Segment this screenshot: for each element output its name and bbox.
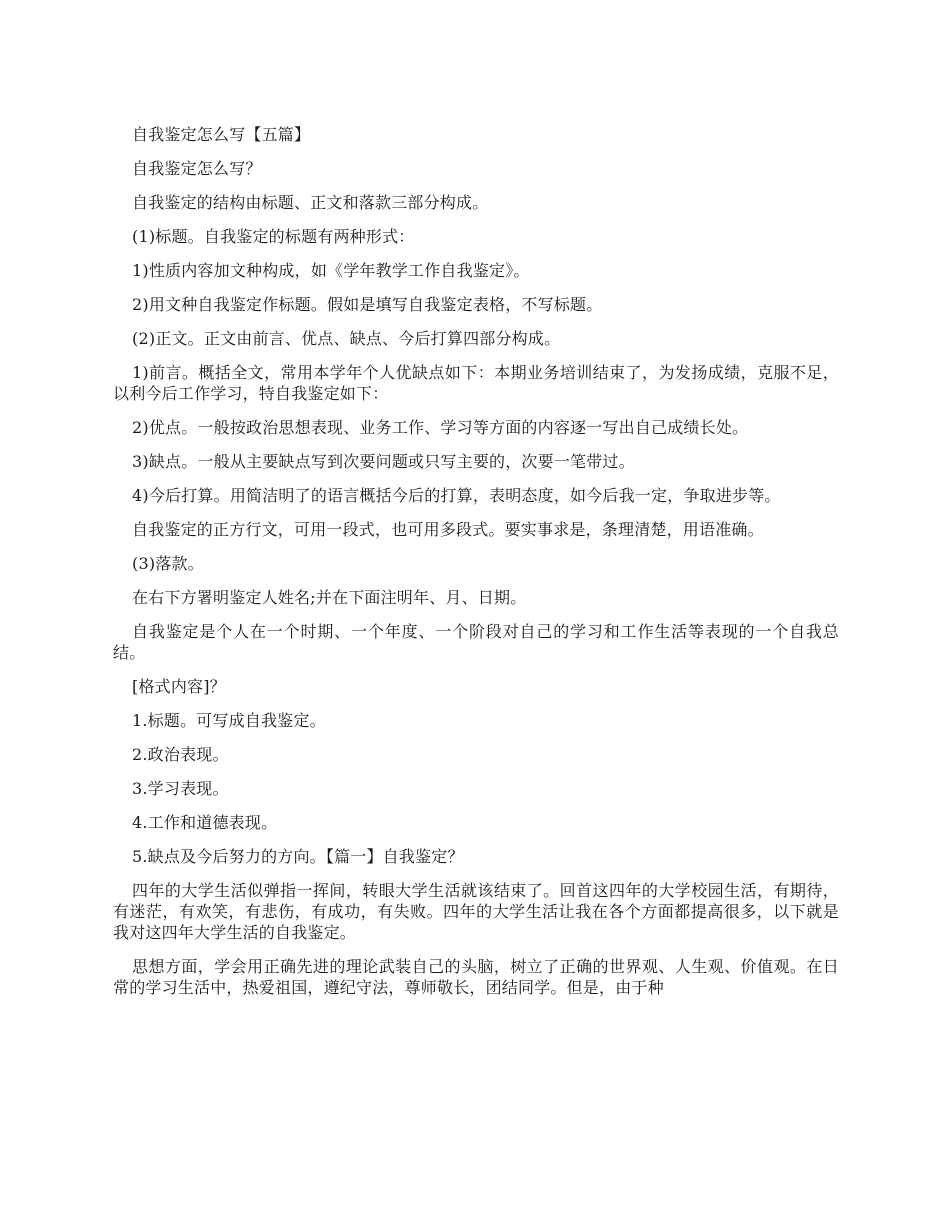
paragraph: 1)前言。概括全文，常用本学年个人优缺点如下：本期业务培训结束了，为发扬成绩，克服不足，以利今后工作学习，特自我鉴定如下： [113,363,839,403]
document-page [113,124,839,1011]
paragraph: 自我鉴定的正方行文，可用一段式，也可用多段式。要实事求是，条理清楚，用语准确。 [132,520,764,539]
paragraph: [格式内容]？ [132,677,226,696]
list-item: 4.工作和道德表现。 [132,813,278,832]
paragraph: 自我鉴定是个人在一个时期、一个年度、一个阶段对自己的学习和工作生活等表现的一个自我总结。 [113,622,839,662]
paragraph: 3)缺点。一般从主要缺点写到次要问题或只写主要的，次要一笔带过。 [132,452,635,471]
paragraph: 思想方面，学会用正确先进的理论武装自己的头脑，树立了正确的世界观、人生观、价值观。在日常的学习生活中，热爱祖国，遵纪守法，尊师敬长，团结同学。但是，由于种 [113,957,839,997]
paragraph: 2)用文种自我鉴定作标题。假如是填写自我鉴定表格，不写标题。 [132,295,603,314]
section-heading: 自我鉴定怎么写？ [132,159,262,178]
list-item: 1.标题。可写成自我鉴定。 [132,711,326,730]
paragraph: 在右下方署明鉴定人姓名;并在下面注明年、月、日期。 [132,588,527,607]
list-item: 2.政治表现。 [132,745,229,764]
list-item: 5.缺点及今后努力的方向。【篇一】自我鉴定？ [132,847,464,866]
list-item: 3.学习表现。 [132,779,229,798]
paragraph: (3)落款。 [132,554,204,573]
document-title: 自我鉴定怎么写【五篇】 [132,125,311,144]
paragraph: 四年的大学生活似弹指一挥间，转眼大学生活就该结束了。回首这四年的大学校园生活，有期待，有迷茫，有欢笑，有悲伤，有成功，有失败。四年的大学生活让我在各个方面都提高很多，以下就是我对这四年大学生活的自我鉴定。 [113,881,839,942]
paragraph: 4)今后打算。用简洁明了的语言概括今后的打算，表明态度，如今后我一定，争取进步等。 [132,486,781,505]
paragraph: 1)性质内容加文种构成，如《学年教学工作自我鉴定》。 [132,261,530,280]
paragraph: 自我鉴定的结构由标题、正文和落款三部分构成。 [132,193,489,212]
paragraph: 2)优点。一般按政治思想表现、业务工作、学习等方面的内容逐一写出自己成绩长处。 [132,418,749,437]
paragraph: (1)标题。自我鉴定的标题有两种形式： [132,227,415,246]
paragraph: (2)正文。正文由前言、优点、缺点、今后打算四部分构成。 [132,329,561,348]
